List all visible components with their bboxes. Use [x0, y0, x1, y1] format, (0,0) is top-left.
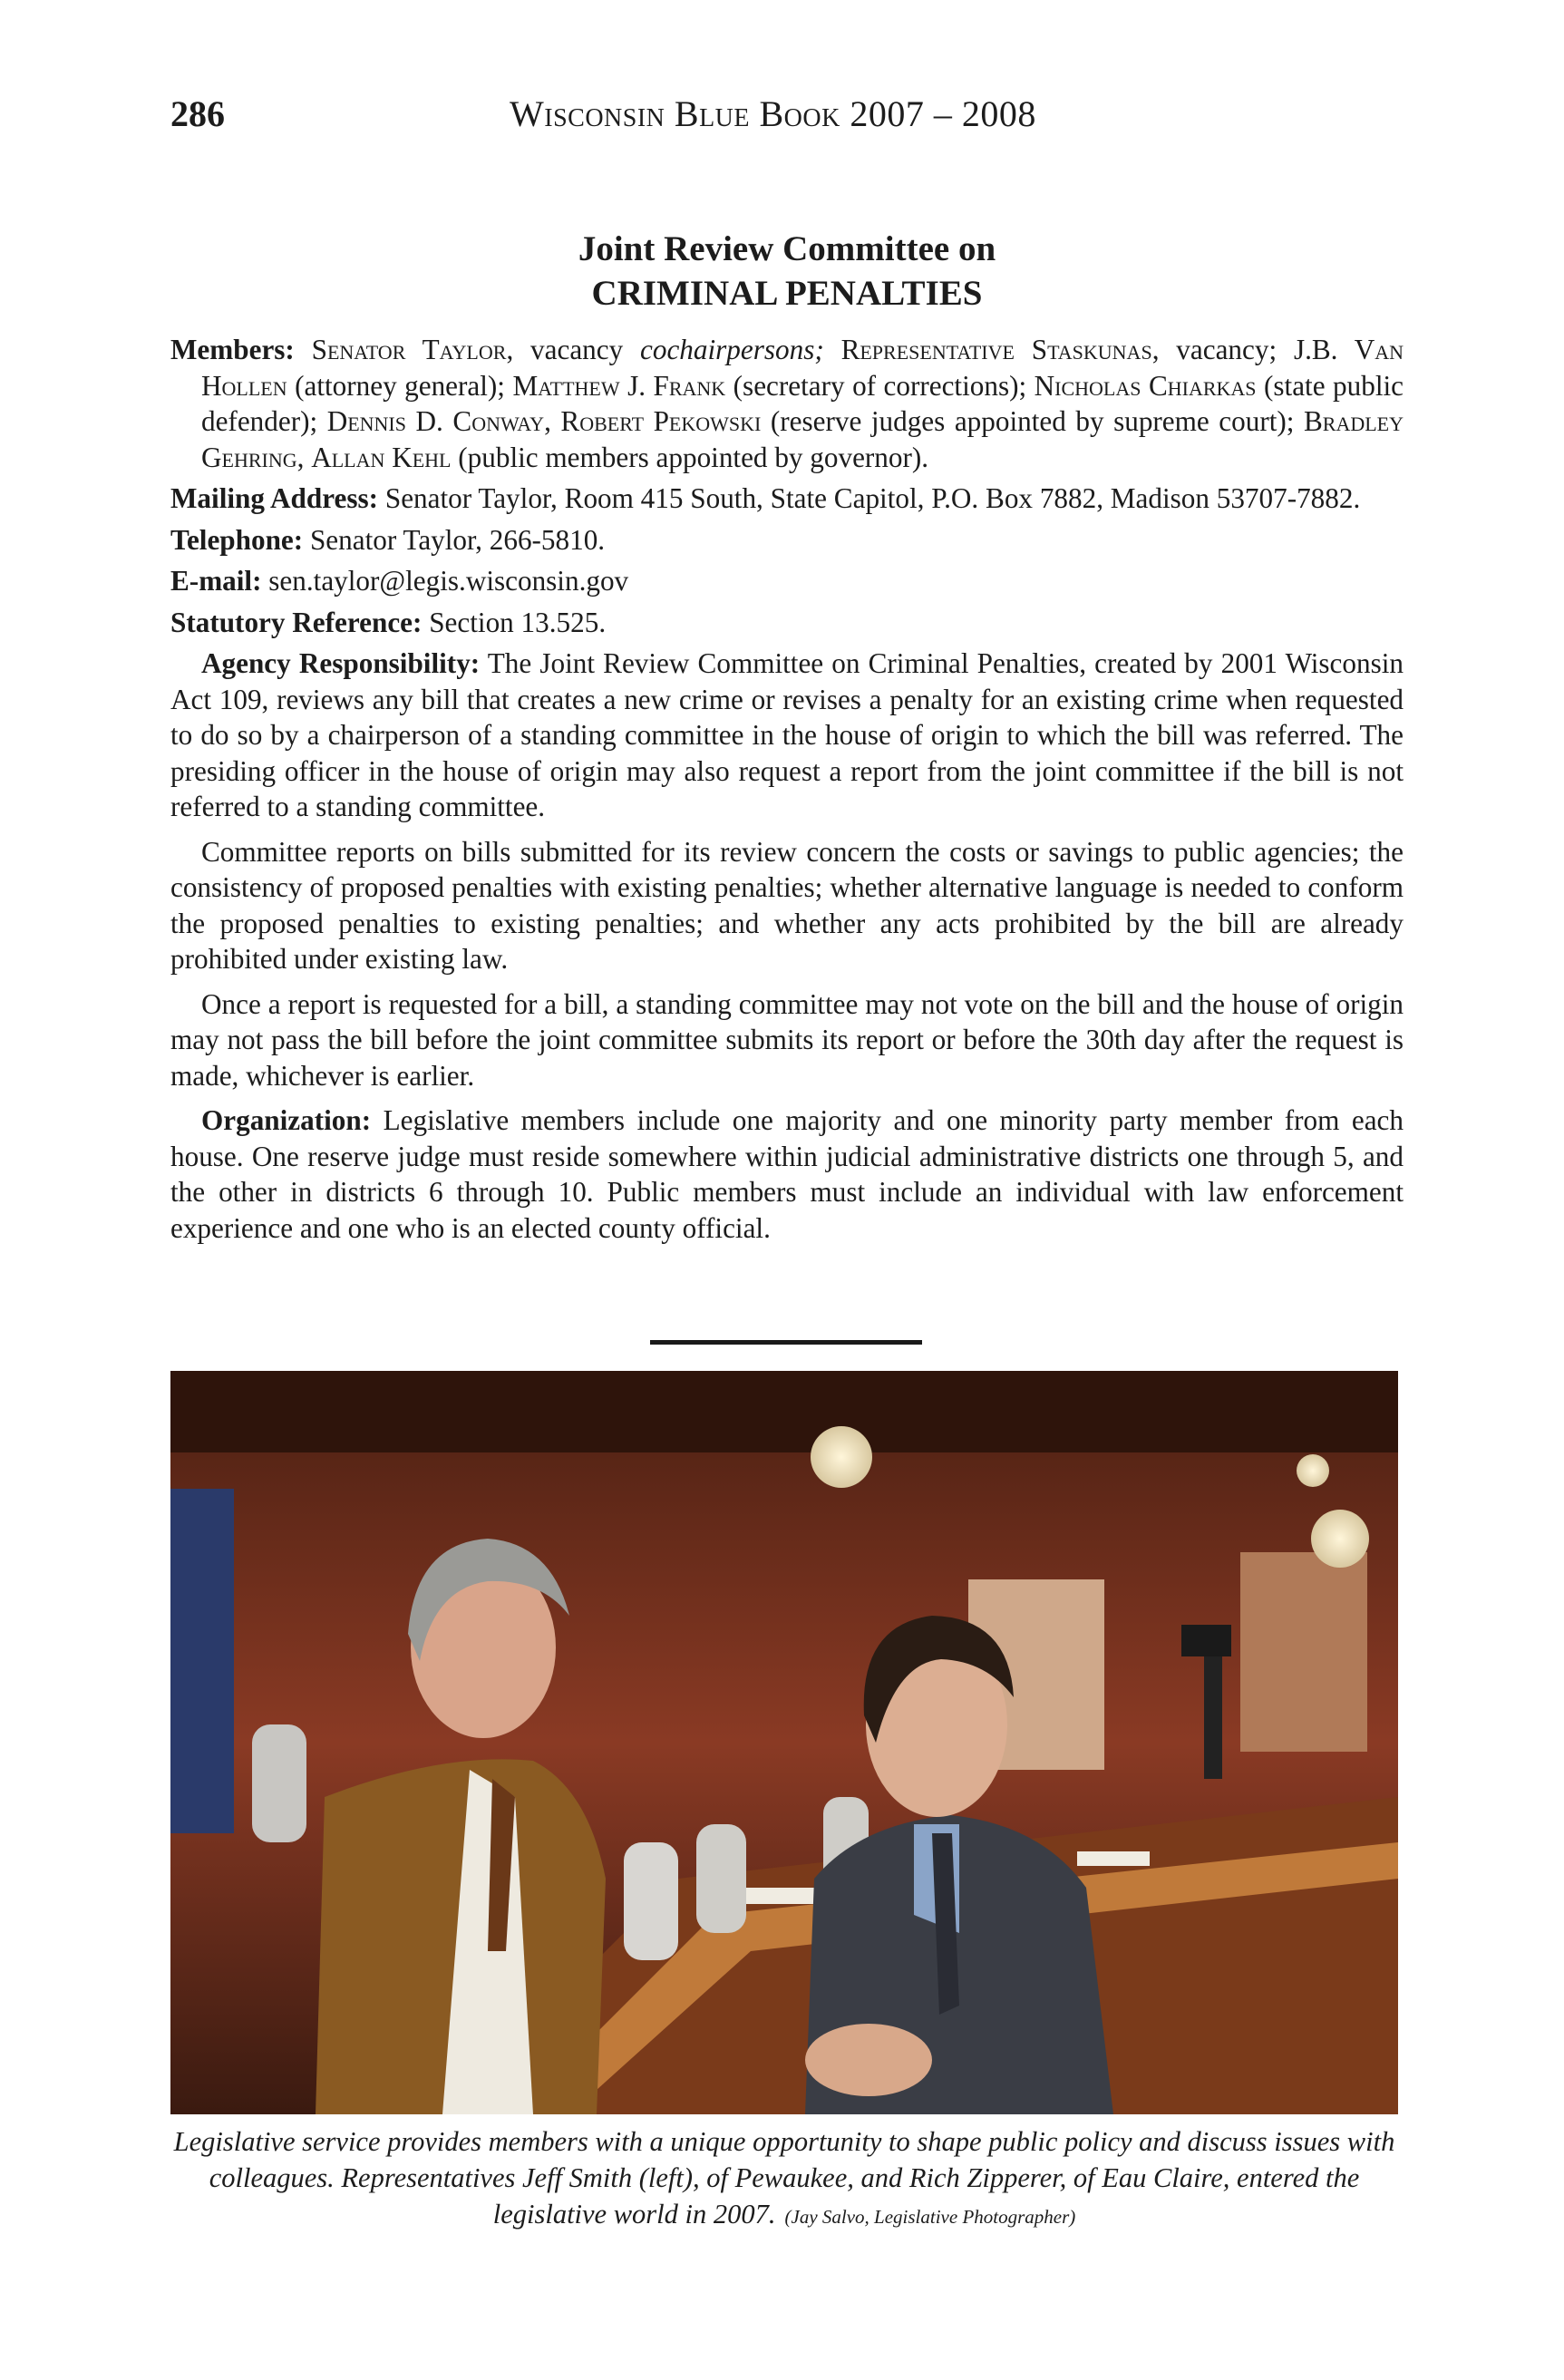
telephone-entry [170, 522, 1404, 559]
telephone-label: Telephone: [170, 523, 304, 556]
member-text: (secretary of corrections); [725, 369, 1035, 402]
ceiling-lamp-icon [1297, 1454, 1329, 1487]
member-text: , [296, 441, 312, 473]
telephone-text: Senator Taylor, 266-5810. [303, 523, 606, 556]
ceiling-paneling [170, 1371, 1398, 1452]
ceiling-lamp-icon [1311, 1510, 1369, 1568]
organization-paragraph [170, 1103, 1404, 1246]
email-entry [170, 563, 1404, 599]
agency-text: The Joint Review Committee on Criminal Penalties, created by 2001 Wisconsin Act 109, reviews any bill that creates a new crime or revises a penalty for an existing crime when requested to do so by a chairperson of a standing committee in the house of origin to which the bill was referred. The presiding officer in the house of origin may also request a report from the joint committee if the bill is not referred to a standing committee. [170, 647, 1404, 822]
chair [624, 1842, 678, 1960]
page-header [170, 92, 1404, 147]
title-line-2: CRIMINAL PENALTIES [591, 274, 983, 313]
chair [252, 1724, 306, 1842]
member-name: J.B. Van Hollen [201, 334, 1404, 402]
mailing-address-entry [170, 481, 1404, 517]
member-name: Matthew J. Frank [512, 369, 726, 402]
photo-caption [170, 2123, 1398, 2235]
committee-photo [170, 1371, 1398, 2114]
member-text: (public members appointed by governor). [451, 441, 929, 473]
statutory-text: Section 13.525. [422, 606, 607, 638]
organization-label: Organization: [201, 1104, 372, 1136]
member-text: (reserve judges appointed by supreme court); [761, 405, 1304, 437]
organization-text: Legislative members include one majority and one minority party member from each house. One reserve judge must reside somewhere within judicial administrative districts one through 5, and the other in districts 6 through 10. Public members must include an individual with law enforcement experience and one who is an elected county official. [170, 1104, 1404, 1244]
member-text: , vacancy; [1151, 334, 1294, 365]
member-name: Dennis D. Conway [326, 405, 545, 437]
statutory-label: Statutory Reference: [170, 606, 423, 638]
member-text [824, 334, 841, 365]
doorway [1240, 1552, 1367, 1752]
statutory-entry [170, 605, 1404, 641]
member-name: Allan Kehl [311, 441, 452, 473]
ceiling-lamp-icon [811, 1426, 872, 1488]
member-text: (attorney general); [287, 369, 513, 402]
member-name: Senator Taylor [311, 334, 507, 365]
state-flag [170, 1489, 234, 1833]
video-camera-icon [1181, 1625, 1231, 1656]
member-name: Representative Staskunas [840, 334, 1152, 365]
request-paragraph: Once a report is requested for a bill, a standing committee may not vote on the bill and the house of origin may not pass the bill before the joint committee submits its report or before the 30th day after the request is made, whichever is earlier. [170, 987, 1404, 1092]
email-label: E-mail: [170, 565, 262, 597]
camera-tripod [1204, 1643, 1222, 1779]
title-line-1: Joint Review Committee on [578, 229, 996, 268]
reports-paragraph: Committee reports on bills submitted for its review concern the costs or savings to public agencies; the consistency of proposed penalties with existing penalties; whether alternative language is needed to conform the proposed penalties to existing penalties; and whether any acts prohibited by the bill are already prohibited under existing law. [170, 835, 1404, 975]
members-label: Members: [170, 334, 295, 365]
page-number: 286 [170, 93, 225, 134]
member-text: (state public defender); [201, 369, 1404, 437]
body-text [170, 332, 1404, 1255]
member-name: Nicholas Chiarkas [1034, 369, 1257, 402]
agency-paragraph [170, 646, 1404, 825]
agency-label: Agency Responsibility: [201, 647, 481, 679]
member-text: , [544, 405, 561, 437]
mailing-label: Mailing Address: [170, 482, 379, 514]
section-title [170, 227, 1404, 316]
name-plate [1077, 1851, 1150, 1866]
chair [696, 1824, 746, 1933]
cochairs-note: cochairpersons; [640, 334, 824, 365]
member-text: , vacancy [506, 334, 641, 365]
member-name: Robert Pekowski [560, 405, 762, 437]
person-right-hands [805, 2024, 932, 2096]
photo-illustration [170, 1371, 1398, 2114]
caption-text: Legislative service provides members with a unique opportunity to shape public policy and discuss issues with colleagues. Representatives Jeff Smith (left), of Pewaukee, and Rich Zipperer, of Eau Claire, entered the legislative world in 2007. [173, 2126, 1395, 2229]
members-entry [170, 332, 1404, 475]
running-title: Wisconsin Blue Book 2007 – 2008 [510, 93, 1036, 134]
email-text: sen.taylor@legis.wisconsin.gov [261, 565, 629, 597]
photo-credit: (Jay Salvo, Legislative Photographer) [784, 2206, 1076, 2228]
mailing-text: Senator Taylor, Room 415 South, State Capitol, P.O. Box 7882, Madison 53707-7882. [378, 482, 1361, 514]
section-divider [650, 1340, 922, 1345]
member-name: Bradley Gehring [201, 405, 1404, 473]
